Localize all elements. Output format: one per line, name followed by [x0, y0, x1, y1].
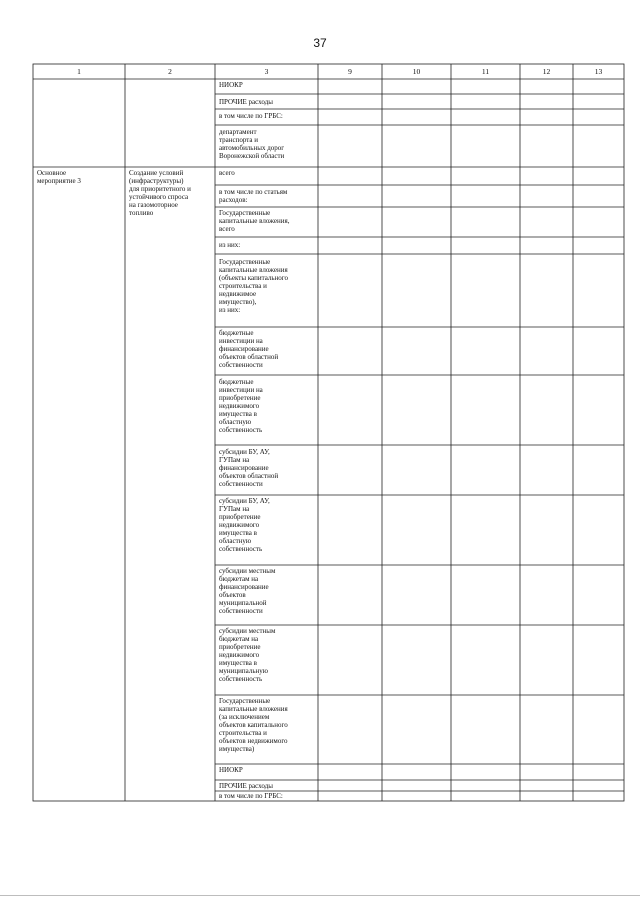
header-cell: 11: [481, 68, 490, 76]
row-label: в том числе по ГРБС:: [219, 792, 283, 800]
row-label: бюджетные инвестиции на финансирование объектов областной собственности: [219, 329, 279, 369]
header-cell: 10: [412, 68, 421, 76]
row-label: субсидии местным бюджетам на финансирование объектов муниципальной собственности: [219, 567, 276, 615]
row-label: Государственные капитальные вложения (за исключением объектов капитального строительства и объектов недвижимого имущества): [219, 697, 288, 753]
row-label: субсидии местным бюджетам на приобретение недвижимого имущества в муниципальную собственность: [219, 627, 276, 683]
row-label: ПРОЧИЕ расходы: [219, 98, 273, 106]
row-label: субсидии БУ, АУ, ГУПам на финансирование объектов областной собственности: [219, 448, 279, 488]
row-label: субсидии БУ, АУ, ГУПам на приобретение недвижимого имущества в областную собственность: [219, 497, 270, 553]
row-label: Государственные капитальные вложения, всего: [219, 209, 290, 233]
header-cell: 1: [77, 68, 81, 76]
header-cell: 3: [264, 68, 269, 76]
row-label: НИОКР: [219, 81, 243, 89]
row-label: бюджетные инвестиции на приобретение недвижимого имущества в областную собственность: [219, 378, 263, 434]
page-number: 37: [313, 36, 327, 50]
row-label: в том числе по ГРБС:: [219, 112, 283, 120]
header-cell: 12: [542, 68, 551, 76]
row-label: всего: [219, 169, 235, 177]
event-label: Основное мероприятие 3: [37, 169, 81, 185]
scan-edge-line: [0, 895, 640, 896]
header-cell: 9: [348, 68, 352, 76]
header-cell: 2: [168, 68, 172, 76]
row-label: Государственные капитальные вложения (объекты капитального строительства и недвижимое имущество), из них:: [219, 258, 289, 314]
row-label: из них:: [219, 241, 241, 249]
row-label: в том числе по статьям расходов:: [219, 188, 288, 204]
event-title: Создание условий (инфраструктуры) для приоритетного и устойчивого спроса на газомоторное топливо: [129, 169, 191, 217]
row-label: ПРОЧИЕ расходы: [219, 782, 273, 790]
row-label: департамент транспорта и автомобильных дорог Воронежской области: [219, 128, 285, 160]
row-label: НИОКР: [219, 766, 243, 774]
header-cell: 13: [594, 68, 603, 76]
